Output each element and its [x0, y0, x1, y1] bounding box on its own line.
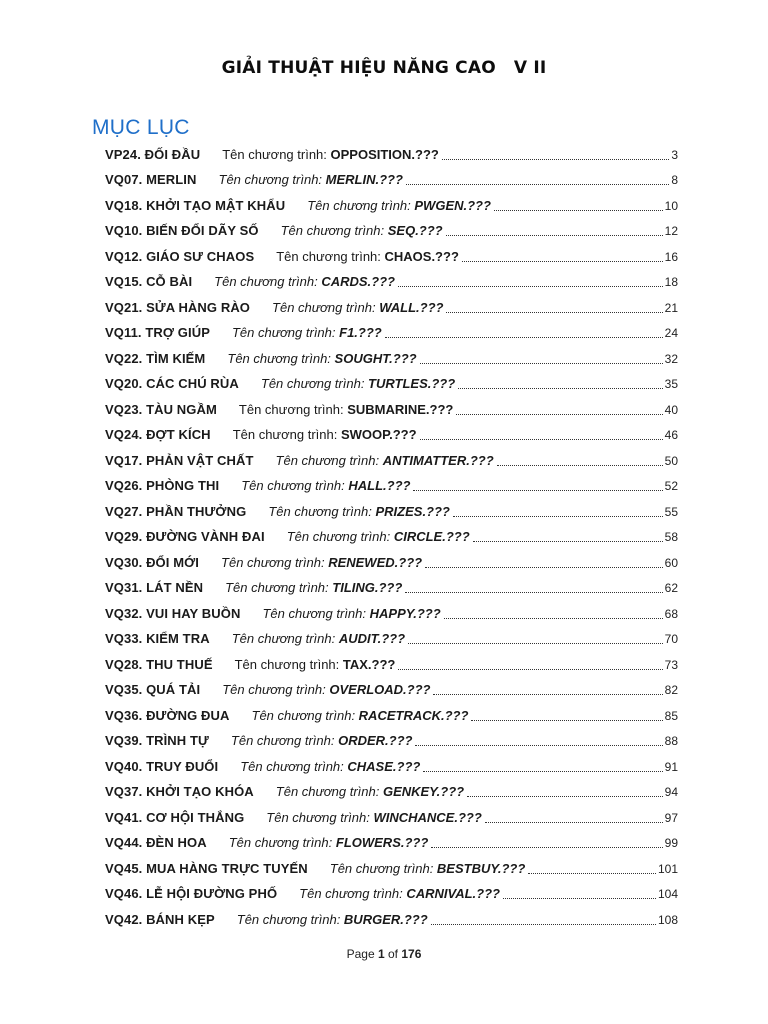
- toc-entry-page-number: 91: [664, 759, 678, 774]
- toc-entry-page-number: 73: [664, 657, 678, 672]
- toc-entry-title: VQ18. KHỞI TẠO MẬT KHẨU: [105, 197, 286, 213]
- toc-entry-title: VQ20. CÁC CHÚ RÙA: [105, 376, 239, 391]
- toc-entry-program: [239, 402, 453, 418]
- toc-entry-title: VQ33. KIỂM TRA: [105, 631, 210, 646]
- toc-entry-page-number: 16: [664, 249, 678, 264]
- toc-entry[interactable]: [105, 214, 678, 240]
- program-label: Tên chương trình:: [225, 580, 333, 595]
- toc-entry[interactable]: [105, 698, 678, 724]
- toc-heading: MỤC LỤC: [92, 116, 190, 139]
- toc-entry-program: [307, 198, 491, 214]
- toc-entry-program: [268, 504, 450, 520]
- program-label: Tên chương trình:: [307, 197, 415, 213]
- toc-entry-page-number: 32: [664, 351, 678, 366]
- toc-entry-program: [261, 376, 455, 392]
- toc-entry-program: [219, 172, 403, 188]
- toc-entry-program: [281, 223, 443, 239]
- toc-entry-title: VQ42. BÁNH KẸP: [105, 911, 215, 927]
- toc-list: [105, 137, 678, 928]
- toc-entry[interactable]: [105, 571, 678, 597]
- program-name: CARDS.???: [321, 274, 395, 289]
- toc-entry-title: VQ24. ĐỢT KÍCH: [105, 427, 211, 442]
- program-label: Tên chương trình:: [214, 274, 322, 289]
- toc-entry[interactable]: [105, 902, 678, 928]
- toc-entry[interactable]: [105, 163, 678, 189]
- program-name: F1.???: [339, 325, 382, 340]
- toc-entry-page-number: 82: [664, 683, 678, 697]
- toc-entry-title: VQ15. CỖ BÀI: [105, 274, 193, 289]
- toc-entry[interactable]: [105, 290, 678, 316]
- program-name: CHASE.???: [347, 758, 421, 774]
- program-name: SWOOP.???: [340, 427, 417, 442]
- program-label: Tên chương trình:: [299, 886, 407, 901]
- program-name: BURGER.???: [343, 911, 428, 927]
- toc-entry-program: [262, 606, 440, 622]
- program-label: Tên chương trình:: [234, 656, 343, 672]
- program-label: Tên chương trình:: [262, 605, 370, 621]
- toc-entry[interactable]: [105, 392, 678, 418]
- toc-entry[interactable]: [105, 341, 678, 367]
- toc-entry-page-number: 40: [664, 402, 678, 417]
- toc-entry-program: [227, 351, 416, 367]
- program-name: BESTBUY.???: [436, 860, 526, 876]
- dot-leader: [453, 515, 663, 517]
- dot-leader: [420, 362, 663, 364]
- program-label: Tên chương trình:: [266, 809, 374, 825]
- program-label: Tên chương trình:: [260, 376, 369, 391]
- toc-entry[interactable]: [105, 775, 678, 801]
- program-label: Tên chương trình:: [268, 503, 376, 519]
- program-name: PWGEN.???: [414, 197, 491, 213]
- toc-entry-page-number: 99: [664, 836, 678, 850]
- dot-leader: [398, 668, 662, 670]
- toc-entry-program: [237, 912, 428, 928]
- toc-entry-title: VP24. ĐỐI ĐẦU: [105, 146, 201, 162]
- program-name: MERLIN.???: [325, 172, 403, 187]
- program-label: Tên chương trình:: [240, 758, 348, 774]
- program-label: Tên chương trình:: [272, 299, 380, 315]
- toc-entry-title: VQ22. TÌM KIẾM: [105, 350, 206, 366]
- dot-leader: [408, 642, 663, 644]
- program-label: Tên chương trình:: [241, 478, 349, 493]
- dot-leader: [446, 311, 662, 313]
- title-volume: V II: [513, 58, 547, 78]
- toc-entry-program: [225, 580, 402, 596]
- dot-leader: [431, 923, 656, 925]
- program-label: Tên chương trình:: [232, 427, 341, 442]
- toc-entry-program: [241, 478, 410, 494]
- dot-leader: [433, 693, 662, 695]
- toc-entry-page-number: 108: [657, 912, 678, 927]
- toc-entry-title: VQ31. LÁT NỀN: [105, 580, 204, 595]
- toc-entry[interactable]: [105, 749, 678, 775]
- dot-leader: [462, 260, 663, 262]
- toc-entry-title: VQ26. PHÒNG THI: [105, 478, 220, 493]
- toc-entry[interactable]: [105, 239, 678, 265]
- dot-leader: [431, 846, 662, 848]
- document-title: [222, 58, 547, 78]
- toc-entry-program: [214, 274, 395, 290]
- toc-entry-program: [276, 249, 459, 265]
- footer-current-page: 1: [377, 947, 385, 961]
- program-name: OVERLOAD.???: [329, 682, 431, 697]
- toc-entry-page-number: 94: [664, 785, 678, 799]
- toc-entry[interactable]: [105, 851, 678, 877]
- toc-entry-page-number: 101: [657, 861, 678, 876]
- dot-leader: [442, 158, 669, 160]
- dot-leader: [528, 872, 656, 874]
- program-label: Tên chương trình:: [231, 325, 340, 340]
- toc-entry-page-number: 18: [664, 275, 678, 289]
- toc-entry-program: [222, 682, 430, 698]
- toc-entry-page-number: 88: [664, 734, 678, 748]
- program-name: SEQ.???: [387, 223, 443, 238]
- toc-entry-program: [233, 427, 417, 443]
- toc-entry-title: VQ23. TÀU NGẦM: [105, 401, 217, 417]
- toc-entry[interactable]: [105, 724, 678, 750]
- program-name: ORDER.???: [338, 733, 413, 748]
- toc-entry-title: VQ32. VUI HAY BUỒN: [105, 605, 241, 621]
- dot-leader: [415, 744, 662, 746]
- program-name: PRIZES.???: [375, 503, 450, 519]
- toc-entry-program: [287, 529, 470, 545]
- toc-entry-page-number: 35: [664, 377, 678, 391]
- toc-entry[interactable]: [105, 673, 678, 699]
- document-header: [0, 58, 768, 98]
- toc-entry[interactable]: [105, 877, 678, 903]
- toc-entry[interactable]: [105, 137, 678, 163]
- dot-leader: [494, 209, 663, 211]
- toc-entry[interactable]: [105, 469, 678, 495]
- program-name: ANTIMATTER.???: [382, 452, 494, 468]
- toc-entry-title: VQ11. TRỢ GIÚP: [105, 325, 210, 340]
- toc-entry-page-number: 46: [664, 428, 678, 442]
- toc-entry-program: [222, 147, 439, 163]
- program-name: AUDIT.???: [338, 631, 406, 646]
- program-name: CARNIVAL.???: [406, 886, 500, 901]
- toc-entry-title: VQ37. KHỞI TẠO KHÓA: [105, 784, 254, 799]
- program-label: Tên chương trình:: [286, 529, 394, 544]
- toc-entry[interactable]: [105, 520, 678, 546]
- toc-entry[interactable]: [105, 367, 678, 393]
- footer-of: of: [384, 947, 402, 961]
- toc-entry[interactable]: [105, 826, 678, 852]
- program-label: Tên chương trình:: [227, 350, 335, 366]
- dot-leader: [503, 897, 656, 899]
- toc-entry-program: [266, 810, 481, 826]
- toc-entry-program: [299, 886, 500, 902]
- program-label: Tên chương trình:: [251, 707, 359, 723]
- program-name: HAPPY.???: [369, 605, 441, 621]
- toc-entry-title: VQ30. ĐỔI MỚI: [105, 554, 200, 570]
- toc-entry[interactable]: [105, 443, 678, 469]
- toc-entry-title: VQ21. SỬA HÀNG RÀO: [105, 299, 251, 315]
- dot-leader: [444, 617, 663, 619]
- program-label: Tên chương trình:: [236, 911, 344, 927]
- toc-entry-title: VQ36. ĐƯỜNG ĐUA: [105, 707, 230, 723]
- toc-entry-title: VQ29. ĐƯỜNG VÀNH ĐAI: [105, 529, 265, 544]
- toc-entry-page-number: 21: [664, 300, 678, 315]
- program-name: RENEWED.???: [328, 554, 423, 570]
- program-label: Tên chương trình:: [275, 784, 383, 799]
- toc-entry-title: VQ17. PHẢN VẬT CHẤT: [105, 452, 254, 468]
- program-name: GENKEY.???: [382, 784, 465, 799]
- toc-entry-program: [232, 631, 405, 647]
- toc-entry-title: VQ40. TRUY ĐUỔI: [105, 758, 219, 774]
- footer-prefix: Page: [346, 947, 378, 961]
- program-name: WALL.???: [379, 299, 444, 315]
- toc-entry-title: VQ12. GIÁO SƯ CHAOS: [105, 248, 255, 264]
- toc-entry-program: [276, 453, 494, 469]
- program-name: TILING.???: [332, 580, 403, 595]
- toc-entry-program: [232, 325, 382, 341]
- toc-entry[interactable]: [105, 596, 678, 622]
- toc-entry-title: VQ07. MERLIN: [105, 172, 197, 187]
- toc-entry-page-number: 12: [664, 224, 678, 238]
- dot-leader: [420, 438, 663, 440]
- footer-total-pages: 176: [401, 947, 422, 961]
- dot-leader: [405, 591, 662, 593]
- toc-entry-program: [229, 835, 429, 851]
- program-label: Tên chương trình:: [275, 452, 383, 468]
- toc-entry-page-number: 104: [657, 887, 678, 901]
- toc-entry-title: VQ27. PHẦN THƯỞNG: [105, 503, 247, 519]
- toc-entry[interactable]: [105, 265, 678, 291]
- toc-entry-page-number: 97: [664, 810, 678, 825]
- toc-entry-title: VQ39. TRÌNH TỰ: [105, 733, 209, 748]
- program-label: Tên chương trình:: [276, 248, 385, 264]
- toc-entry-program: [252, 708, 469, 724]
- program-label: Tên chương trình:: [222, 682, 330, 697]
- toc-entry-program: [272, 300, 443, 316]
- dot-leader: [467, 795, 663, 797]
- program-name: OPPOSITION.???: [330, 146, 439, 162]
- toc-entry-page-number: 85: [664, 708, 678, 723]
- toc-entry-title: VQ41. CƠ HỘI THẮNG: [105, 809, 245, 825]
- dot-leader: [425, 566, 663, 568]
- toc-entry-title: VQ45. MUA HÀNG TRỰC TUYẾN: [105, 860, 308, 876]
- dot-leader: [456, 413, 662, 415]
- dot-leader: [385, 336, 663, 338]
- program-name: SOUGHT.???: [334, 350, 417, 366]
- dot-leader: [406, 183, 669, 185]
- program-label: Tên chương trình:: [218, 172, 326, 187]
- program-name: CIRCLE.???: [393, 529, 470, 544]
- toc-entry-program: [276, 784, 464, 800]
- toc-entry-page-number: 24: [664, 326, 678, 340]
- program-name: CHAOS.???: [384, 248, 459, 264]
- toc-entry-page-number: 62: [664, 581, 678, 595]
- dot-leader: [423, 770, 662, 772]
- program-name: FLOWERS.???: [335, 835, 429, 850]
- dot-leader: [497, 464, 663, 466]
- toc-entry-program: [330, 861, 526, 877]
- toc-entry[interactable]: [105, 647, 678, 673]
- toc-entry-page-number: 58: [664, 530, 678, 544]
- program-label: Tên chương trình:: [222, 146, 331, 162]
- program-name: SUBMARINE.???: [347, 401, 454, 417]
- program-name: TURTLES.???: [368, 376, 456, 391]
- dot-leader: [446, 234, 663, 236]
- toc-entry-program: [240, 759, 420, 775]
- program-label: Tên chương trình:: [329, 860, 437, 876]
- toc-entry-program: [235, 657, 396, 673]
- program-label: Tên chương trình:: [231, 631, 339, 646]
- program-label: Tên chương trình:: [221, 554, 329, 570]
- toc-entry[interactable]: [105, 800, 678, 826]
- toc-entry-title: VQ35. QUÁ TẢI: [105, 682, 201, 697]
- toc-entry[interactable]: [105, 418, 678, 444]
- toc-entry[interactable]: [105, 545, 678, 571]
- program-label: Tên chương trình:: [228, 835, 336, 850]
- toc-entry[interactable]: [105, 622, 678, 648]
- toc-entry-page-number: 52: [664, 479, 678, 493]
- toc-entry-program: [231, 733, 413, 749]
- toc-entry-page-number: 50: [664, 453, 678, 468]
- toc-entry-program: [221, 555, 422, 571]
- dot-leader: [398, 285, 663, 287]
- toc-entry-title: VQ10. BIẾN ĐỔI DÃY SỐ: [105, 223, 259, 238]
- toc-entry[interactable]: [105, 316, 678, 342]
- toc-entry-page-number: 70: [664, 632, 678, 646]
- page-footer: [0, 947, 768, 961]
- dot-leader: [473, 540, 663, 542]
- toc-entry-title: VQ28. THU THUẾ: [105, 656, 213, 672]
- title-main: GIẢI THUẬT HIỆU NĂNG CAO: [221, 58, 496, 78]
- program-label: Tên chương trình:: [230, 733, 339, 748]
- toc-entry-title: VQ46. LỄ HỘI ĐƯỜNG PHỐ: [105, 886, 278, 901]
- program-name: WINCHANCE.???: [373, 809, 482, 825]
- toc-entry-page-number: 8: [671, 173, 678, 187]
- program-name: HALL.???: [348, 478, 411, 493]
- toc-entry[interactable]: [105, 188, 678, 214]
- toc-entry-page-number: 10: [664, 198, 678, 213]
- toc-entry-page-number: 68: [664, 606, 678, 621]
- toc-entry-page-number: 55: [664, 504, 678, 519]
- dot-leader: [485, 821, 663, 823]
- toc-entry-title: VQ44. ĐÈN HOA: [105, 835, 207, 850]
- program-label: Tên chương trình:: [280, 223, 388, 238]
- dot-leader: [413, 489, 662, 491]
- dot-leader: [458, 387, 662, 389]
- dot-leader: [471, 719, 662, 721]
- toc-entry[interactable]: [105, 494, 678, 520]
- program-name: TAX.???: [342, 656, 396, 672]
- toc-entry-page-number: 60: [664, 555, 678, 570]
- program-name: RACETRACK.???: [358, 707, 469, 723]
- toc-entry-page-number: 3: [671, 147, 678, 162]
- program-label: Tên chương trình:: [238, 401, 348, 417]
